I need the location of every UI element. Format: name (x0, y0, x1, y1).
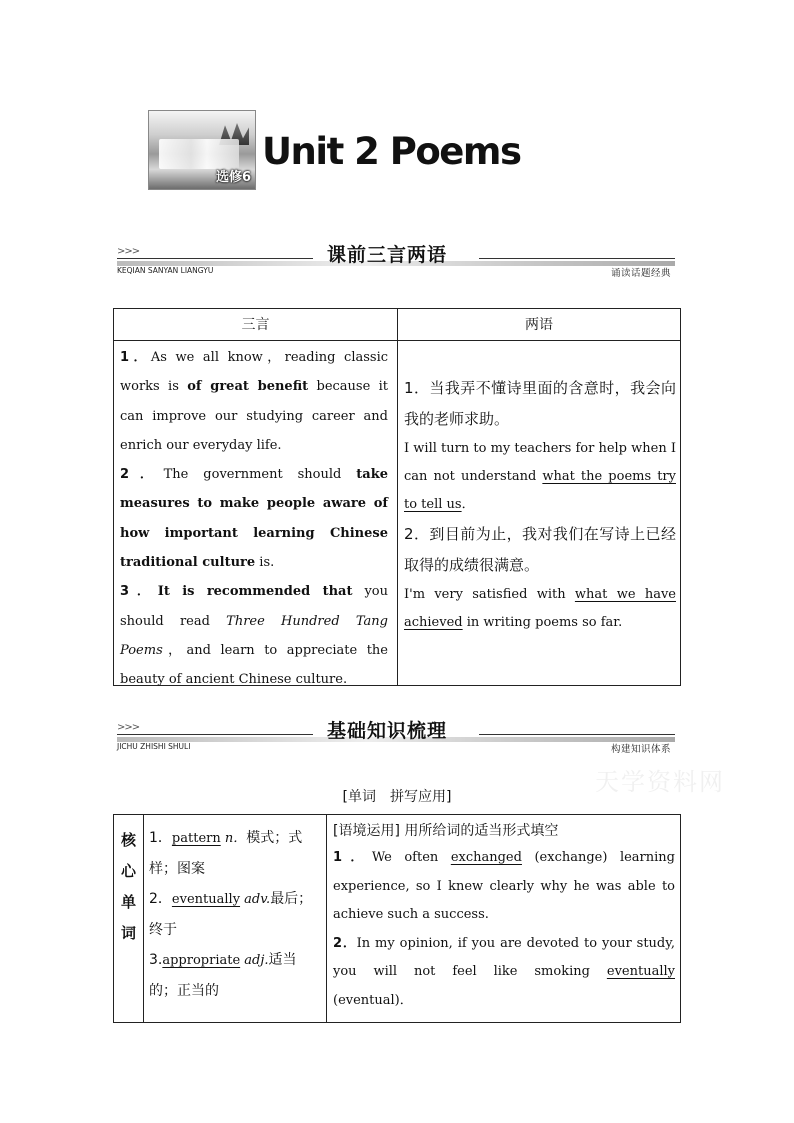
section-header-preview (117, 244, 675, 279)
badge-label: 选修6 (215, 170, 251, 185)
exercise-1: 1．We often exchanged (exchange) learning experience, so I knew clearly why he was able to achieve such a success. (333, 850, 675, 922)
section-pinyin: JICHU ZHISHI SHULI (117, 742, 191, 751)
left-cell (120, 343, 388, 695)
page-title: Unit 2 Poems (262, 130, 521, 173)
core-words-label: 核 心 单 词 (120, 831, 136, 942)
section-header-basics (117, 720, 675, 755)
section-pinyin: KEQIAN SANYAN LIANGYU (117, 266, 214, 275)
word-list (149, 823, 321, 1006)
sentence-2: 2．The government should take measures to make people aware of how important learning Chinese traditional culture is. (120, 467, 388, 571)
chevrons-icon: >>> (117, 722, 140, 733)
sentences-table (113, 308, 681, 686)
watermark: 天学资料网 (595, 768, 725, 796)
column-header-three-sentences: 三言 (241, 317, 270, 333)
word-item: 2．eventually adv.最后；终于 (149, 891, 313, 938)
sentence-1: 1．As we all know，reading classic works is of great benefit because it can improve our studying career and enrich our everyday life. (120, 350, 389, 453)
divider (117, 258, 313, 259)
exercise-instruction: [语境运用] 用所给词的适当形式填空 (333, 823, 559, 839)
chinese-sentence-2: 2．到目前为止，我对我们在写诗上已经取得的成绩很满意。 (404, 525, 676, 574)
chevrons-icon: >>> (117, 246, 140, 257)
english-sentence-2: I'm very satisfied with what we have achieved in writing poems so far. (404, 587, 676, 630)
word-item: 1．pattern n．模式；式样；图案 (149, 830, 303, 877)
section-subtitle: 构建知识体系 (610, 744, 671, 755)
divider (117, 734, 313, 735)
waterfall-icon (159, 139, 239, 169)
divider (479, 258, 675, 259)
divider (479, 734, 675, 735)
word-item: 3.appropriate adj.适当的；正当的 (149, 952, 297, 999)
chinese-sentence-1: 1．当我弄不懂诗里面的含意时，我会向我的老师求助。 (404, 379, 676, 428)
column-header-two-sentences: 两语 (525, 317, 553, 333)
section-title: 基础知识梳理 (327, 720, 448, 742)
vocab-table (113, 814, 681, 1023)
sentence-3: 3．It is recommended that you should read Three Hundred Tang Poems，and learn to appreciate the beauty of ancient Chinese culture. (120, 584, 388, 688)
section-title: 课前三言两语 (327, 244, 448, 266)
vocab-label: [单词 拼写应用] (342, 789, 452, 805)
exercise-2: 2．In my opinion, if you are devoted to your study, you will not feel like smoking eventually (eventual)． (333, 935, 675, 1008)
right-cell (404, 343, 676, 637)
exercise-cell (333, 818, 675, 1015)
section-subtitle: 诵读话题经典 (610, 268, 671, 279)
english-sentence-1: I will turn to my teachers for help when I can not understand what the poems try to tell us． (404, 441, 676, 512)
unit-badge-image (148, 110, 256, 190)
